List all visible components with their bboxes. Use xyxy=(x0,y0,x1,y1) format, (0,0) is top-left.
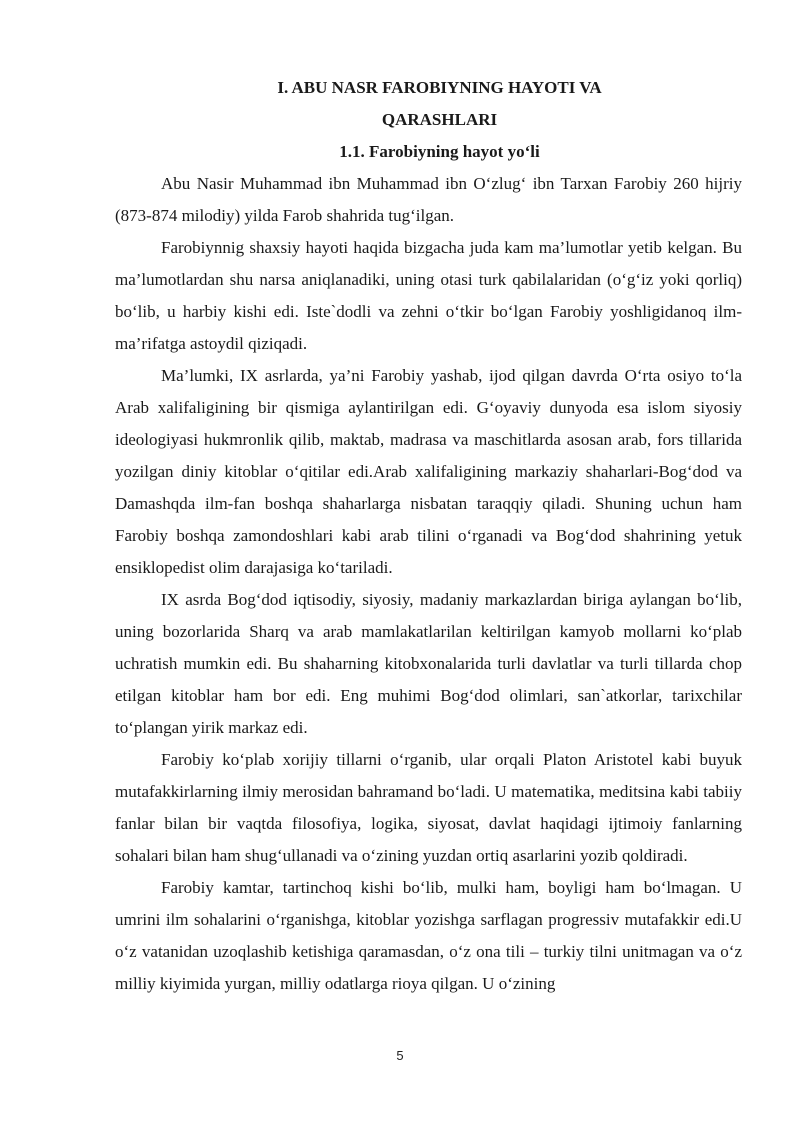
paragraph-1: Abu Nasir Muhammad ibn Muhammad ibn O‘zlug‘ ibn Tarxan Farobiy 260 hijriy (873-874 milodiy) yilda Farob shahrida tug‘ilgan. xyxy=(115,174,742,225)
paragraph-6: Farobiy kamtar, tartinchoq kishi bo‘lib, mulki ham, boyligi ham bo‘lmagan. U umrini ilm sohalarini o‘rganishga, kitoblar yozishga sarflagan progressiv mutafakkir edi.U o‘z vatanidan uzoqlashib ketishiga qaramasdan, o‘z ona tili – turkiy tilni unitmagan va o‘z milliy kiyimida yurgan, milliy odatlarga rioya qilgan. U o‘zining xyxy=(115,878,742,993)
paragraph-3: Ma’lumki, IX asrlarda, ya’ni Farobiy yashab, ijod qilgan davrda O‘rta osiyo to‘la Arab xalifaligining bir qismiga aylantirilgan edi. G‘oyaviy dunyoda esa islom siyosiy ideologiyasi hukmronlik qilib, maktab, madrasa va maschitlarda asosan arab, fors tillarida yozilgan diniy kitoblar o‘qitilar edi.Arab xalifaligining markaziy shaharlari-Bog‘dod va Damashqda ilm-fan boshqa shaharlarga nisbatan taraqqiy qiladi. Shuning uchun ham Farobiy boshqa zamondoshlari kabi arab tilini o‘rganadi va Bog‘dod shahrining yetuk ensiklopedist olim darajasiga ko‘tariladi. xyxy=(115,366,742,577)
paragraph-4: IX asrda Bog‘dod iqtisodiy, siyosiy, madaniy markazlardan biriga aylangan bo‘lib, uning bozorlarida Sharq va arab mamlakatlarilan keltirilgan kamyob mollarni ko‘plab uchratish mumkin edi. Bu shaharning kitobxonalarida turli davlatlar va turli tillarda chop etilgan kitoblar ham bor edi. Eng muhimi Bog‘dod olimlari, san`atkorlar, tarixchilar to‘plangan yirik markaz edi. xyxy=(115,590,742,737)
section-heading: 1.1. Farobiyning hayot yo‘li xyxy=(339,142,540,161)
paragraph-5: Farobiy ko‘plab xorijiy tillarni o‘rganib, ular orqali Platon Aristotel kabi buyuk mutafakkirlarning ilmiy merosidan bahramand bo‘ladi. U matematika, meditsina kabi tabiiy fanlar bilan bir vaqtda filosofiya, logika, siyosat, davlat haqidagi ijtimoiy fanlarning sohalari bilan ham shug‘ullanadi va o‘zining yuzdan ortiq asarlarini yozib qoldiradi. xyxy=(115,750,742,865)
chapter-title-line-2: QARASHLARI xyxy=(381,110,498,129)
paragraph-2: Farobiynnig shaxsiy hayoti haqida bizgacha juda kam ma’lumotlar yetib kelgan. Bu ma’lumotlardan shu narsa aniqlanadiki, uning otasi turk qabilalaridan (o‘g‘iz yoki qorliq) bo‘lib, u harbiy kishi edi. Iste`dodli va zehni o‘tkir bo‘lgan Farobiy yoshligidanoq ilm-ma’rifatga astoydil qiziqadi. xyxy=(115,238,742,353)
page-content xyxy=(115,72,742,1000)
page-number: 5 xyxy=(396,1048,404,1063)
chapter-title-line-1: I. ABU NASR FAROBIYNING HAYOTI VA xyxy=(277,78,602,97)
